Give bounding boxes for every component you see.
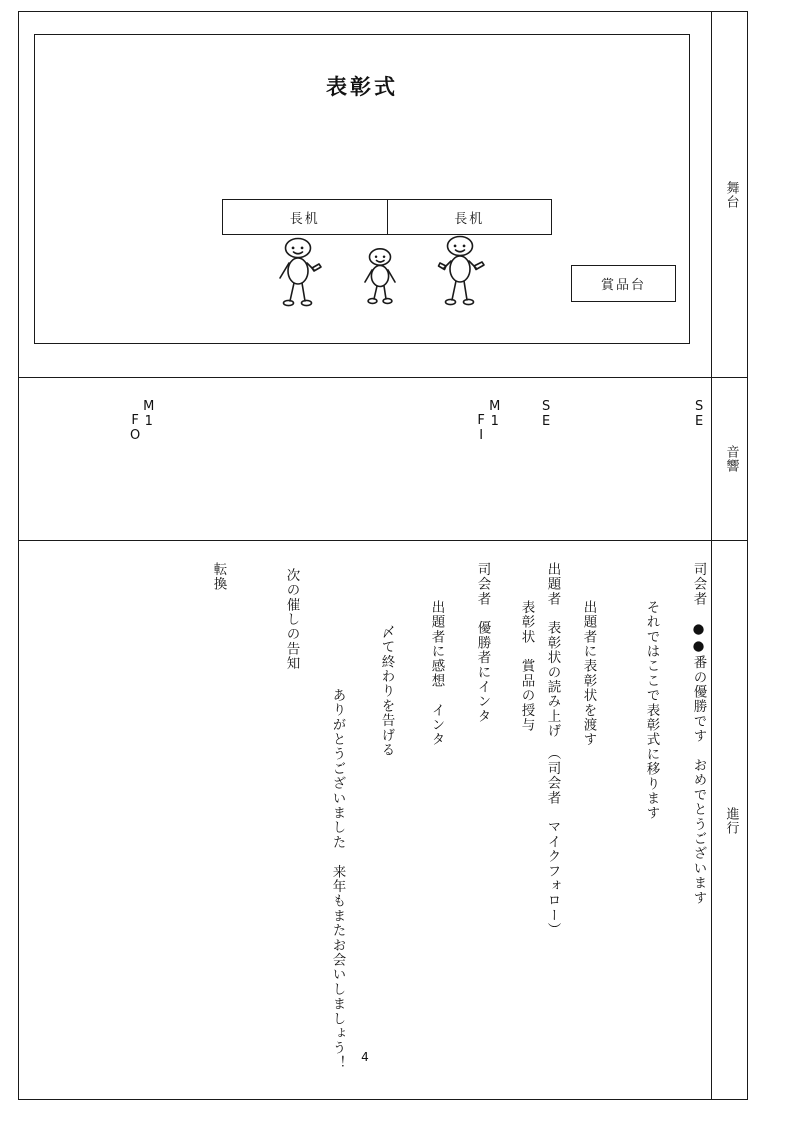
progress-interview-author: 出題者に感想 インタ — [428, 600, 445, 747]
cue-m1-fi-track: M1 — [487, 399, 503, 429]
sound-row — [19, 377, 711, 540]
cue-m1-fo-action: FO — [127, 413, 143, 443]
cue-se-1-track: SE — [538, 399, 554, 429]
progress-next-event: 次の催しの告知 — [283, 568, 300, 671]
progress-read-certificate: 出題者 表彰状の読み上げ （司会者 マイクフォロー） — [544, 562, 561, 938]
page-number: 4 — [361, 1050, 369, 1064]
long-desk-left: 長机 — [289, 211, 320, 227]
person-with-microphone-left-icon — [274, 237, 328, 307]
row-label-stage: 舞台 — [723, 180, 739, 209]
cue-m1-fo — [128, 399, 155, 443]
row-label-sound: 音響 — [723, 444, 739, 473]
cue-se-2 — [692, 399, 706, 429]
progress-interview-winner: 司会者 優勝者にインタ — [474, 562, 491, 724]
progress-scene-change: 転換 — [210, 562, 227, 592]
progress-award-prize: 表彰状 賞品の授与 — [518, 600, 535, 733]
progress-closing: 〆て終わりを告げる — [378, 625, 395, 758]
cue-m1-fi-action: FI — [473, 413, 489, 443]
person-center-icon — [360, 247, 402, 305]
long-desk-group — [222, 199, 552, 235]
cue-m1-fo-track: M1 — [141, 399, 157, 429]
stage-title: 表彰式 — [326, 75, 398, 99]
cue-m1-fi — [474, 399, 501, 443]
document-page-frame — [18, 11, 748, 1100]
progress-row — [19, 540, 711, 1101]
progress-move-to-ceremony: それではここで表彰式に移ります — [643, 600, 660, 821]
prize-stand-box: 賞品台 — [571, 265, 676, 302]
person-with-microphone-right-icon — [435, 235, 491, 307]
stage-diagram-box — [34, 34, 690, 344]
long-desk-right: 長机 — [387, 200, 552, 234]
cue-se-2-track: SE — [691, 399, 707, 429]
progress-mc-congrats: 司会者 ●●番の優勝です おめでとうございます — [690, 562, 707, 906]
row-label-progress: 進行 — [723, 806, 739, 835]
cue-se-1 — [539, 399, 553, 429]
stage-row — [19, 12, 711, 377]
progress-thanks: ありがとうございました 来年もまたお会いしましょう！ — [329, 688, 346, 1071]
progress-hand-certificate: 出題者に表彰状を渡す — [580, 600, 597, 747]
